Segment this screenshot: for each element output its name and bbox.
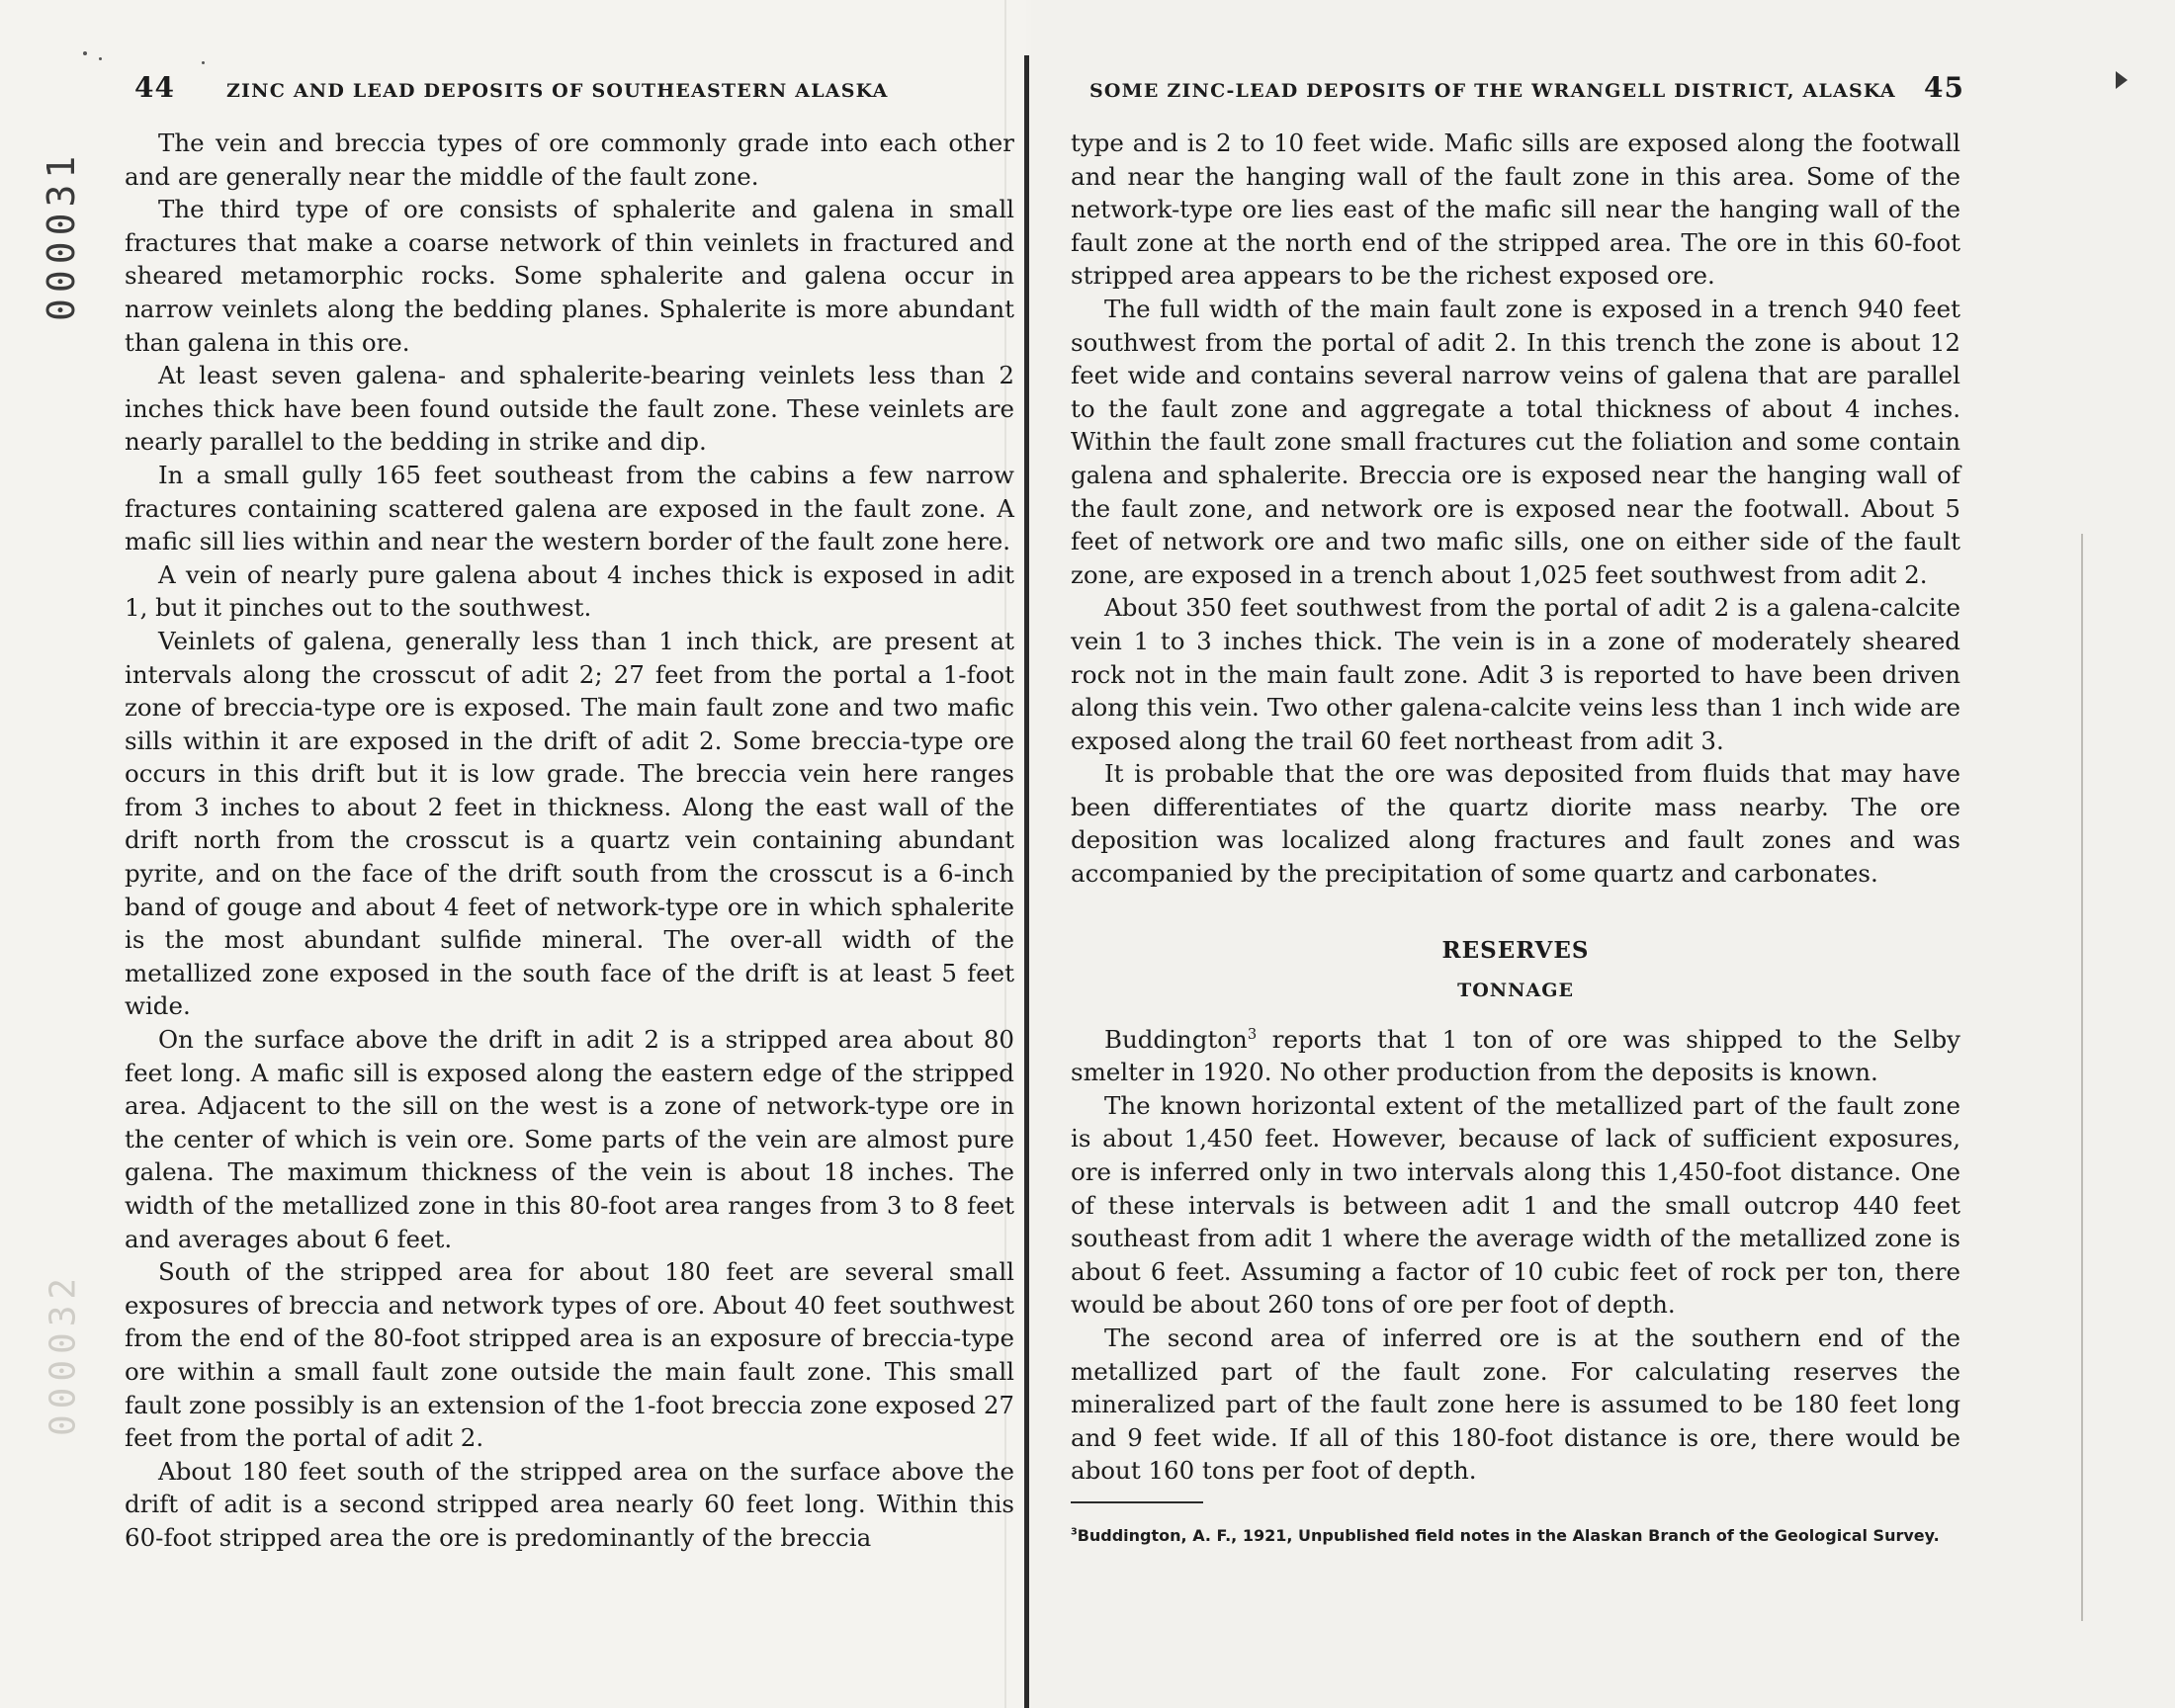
- paragraph: About 350 feet southwest from the portal of adit 2 is a galena-calcite vein 1 to 3 inches thick. The vein is in a zone of moderately sheared rock not in the main fault zone. Adit 3 is reported to have been driven along this vein. Two other galena-calcite veins less than 1 inch wide are exposed along the trail 60 feet northeast from adit 3.: [1071, 593, 1960, 755]
- right-running-head: [1089, 71, 1964, 111]
- footnote-marker: 3: [1071, 1526, 1078, 1538]
- paragraph: Veinlets of galena, generally less than 1 inch thick, are present at intervals along the crosscut of adit 2; 27 feet from the portal a 1-foot zone of breccia-type ore is exposed. The main fault zone and two mafic sills within it are exposed in the drift of adit 2. Some breccia-type ore occurs in this drift but it is low grade. The breccia vein here ranges from 3 inches to about 2 feet in thickness. Along the east wall of the drift north from the crosscut is a quartz vein containing abundant pyrite, and on the face of the drift south from the crosscut is a 6-inch band of gouge and about 4 feet of network-type ore in which sphalerite is the most abundant sulfide mineral. The over-all width of the metallized zone exposed in the south face of the drift is at least 5 feet wide.: [125, 626, 1014, 1021]
- paragraph: About 180 feet south of the stripped area on the surface above the drift of adit is a second stripped area nearly 60 feet long. Within this 60-foot stripped area the ore is predominantly of the breccia: [125, 1456, 1014, 1552]
- subsection-heading-tonnage: TONNAGE: [1457, 979, 1574, 1001]
- left-running-title: ZINC AND LEAD DEPOSITS OF SOUTHEASTERN ALASKA: [225, 80, 889, 102]
- page-gutter-divider: [1024, 55, 1029, 1708]
- right-running-title: SOME ZINC-LEAD DEPOSITS OF THE WRANGELL DISTRICT, ALASKA: [1089, 80, 1896, 102]
- right-page-number: 45: [1924, 71, 1964, 104]
- footnote-text: Buddington, A. F., 1921, Unpublished field notes in the Alaskan Branch of the Geological Survey.: [1077, 1525, 1940, 1545]
- cited-author: Buddington: [1104, 1024, 1248, 1054]
- paragraph: The vein and breccia types of ore commonly grade into each other and are generally near the middle of the fault zone.: [125, 128, 1014, 191]
- paragraph: On the surface above the drift in adit 2 is a stripped area about 80 feet long. A mafic sill is exposed along the eastern edge of the stripped area. Adjacent to the sill on the west is a zone of network-type ore in the center of which is vein ore. Some parts of the vein are almost pure galena. The maximum thickness of the vein is about 18 inches. The width of the metallized zone in this 80-foot area ranges from 3 to 8 feet and averages about 6 feet.: [125, 1025, 1014, 1253]
- paragraph: In a small gully 165 feet southeast from the cabins a few narrow fractures containing scattered galena are exposed in the fault zone. A mafic sill lies within and near the western border of the fault zone here.: [125, 460, 1014, 556]
- left-page-number: 44: [134, 71, 175, 104]
- paragraph: The known horizontal extent of the metallized part of the fault zone is about 1,450 feet. However, because of lack of sufficient exposures, ore is inferred only in two intervals along this 1,450-foot distance. One of these intervals is between adit 1 and the small outcrop 440 feet southeast from adit 1 where the average width of the metallized zone is about 6 feet. Assuming a factor of 10 cubic feet of rock per ton, there would be about 260 tons of ore per foot of depth.: [1071, 1090, 1960, 1320]
- section-heading-reserves: RESERVES: [1441, 936, 1590, 964]
- paragraph: The second area of inferred ore is at the southern end of the metallized part of the fault zone. For calculating reserves the mineralized part of the fault zone here is assumed to be 180 feet long and 9 feet wide. If all of this 180-foot distance is ore, there would be about 160 tons per foot of depth.: [1071, 1324, 1960, 1486]
- paragraph-with-footnote: [1071, 1023, 1960, 1089]
- left-text-column: [125, 127, 1014, 1555]
- footnote: [1071, 1525, 1960, 1547]
- paragraph: It is probable that the ore was deposited from fluids that may have been differentiates of the quartz diorite mass nearby. The ore deposition was localized along fractures and fault zones and was accompanied by the precipitation of some quartz and carbonates.: [1071, 759, 1960, 889]
- paragraph-continued: type and is 2 to 10 feet wide. Mafic sills are exposed along the footwall and near the hanging wall of the fault zone in this area. Some of the network-type ore lies east of the mafic sill near the hanging wall of the fault zone at the north end of the stripped area. The ore in this 60-foot stripped area appears to be the richest exposed ore.: [1071, 128, 1960, 291]
- paragraph-text: reports that 1 ton of ore was shipped to the Selby smelter in 1920. No other production from the deposits is known.: [1071, 1024, 1960, 1087]
- margin-rule: [2081, 534, 2083, 1621]
- paragraph: The third type of ore consists of sphalerite and galena in small fractures that make a coarse network of thin veinlets in fractured and sheared metamorphic rocks. Some sphalerite and galena occur in narrow veinlets along the bedding planes. Sphalerite is more abundant than galena in this ore.: [125, 195, 1014, 357]
- paragraph: The full width of the main fault zone is exposed in a trench 940 feet southwest from the portal of adit 2. In this trench the zone is about 12 feet wide and contains several narrow veins of galena that are parallel to the fault zone and aggregate a total thickness of about 4 inches. Within the fault zone small fractures cut the foliation and some contain galena and sphalerite. Breccia ore is exposed near the hanging wall of the fault zone, and network ore is exposed near the footwall. About 5 feet of network ore and two mafic sills, one on either side of the fault zone, are exposed in a trench about 1,025 feet southwest from adit 2.: [1071, 294, 1960, 589]
- paragraph: A vein of nearly pure galena about 4 inches thick is exposed in adit 1, but it pinches out to the southwest.: [125, 559, 1014, 623]
- faded-archive-stamp: 000032: [43, 1271, 84, 1437]
- paragraph: South of the stripped area for about 180 feet are several small exposures of breccia and network types of ore. About 40 feet southwest from the end of the 80-foot stripped area is an exposure of breccia-type ore within a small fault zone outside the main fault zone. This small fault zone possibly is an extension of the 1-foot breccia zone exposed 27 feet from the portal of adit 2.: [125, 1257, 1014, 1453]
- left-running-head: [134, 71, 945, 111]
- footnote-reference: 3: [1247, 1025, 1258, 1043]
- paragraph: At least seven galena- and sphalerite-bearing veinlets less than 2 inches thick have been found outside the fault zone. These veinlets are nearly parallel to the bedding in strike and dip.: [125, 361, 1014, 457]
- footnote-divider: [1071, 1501, 1203, 1503]
- corner-arrow-icon: [2116, 71, 2128, 89]
- right-text-column: [1071, 127, 1960, 1547]
- archive-stamp: 000031: [40, 149, 83, 321]
